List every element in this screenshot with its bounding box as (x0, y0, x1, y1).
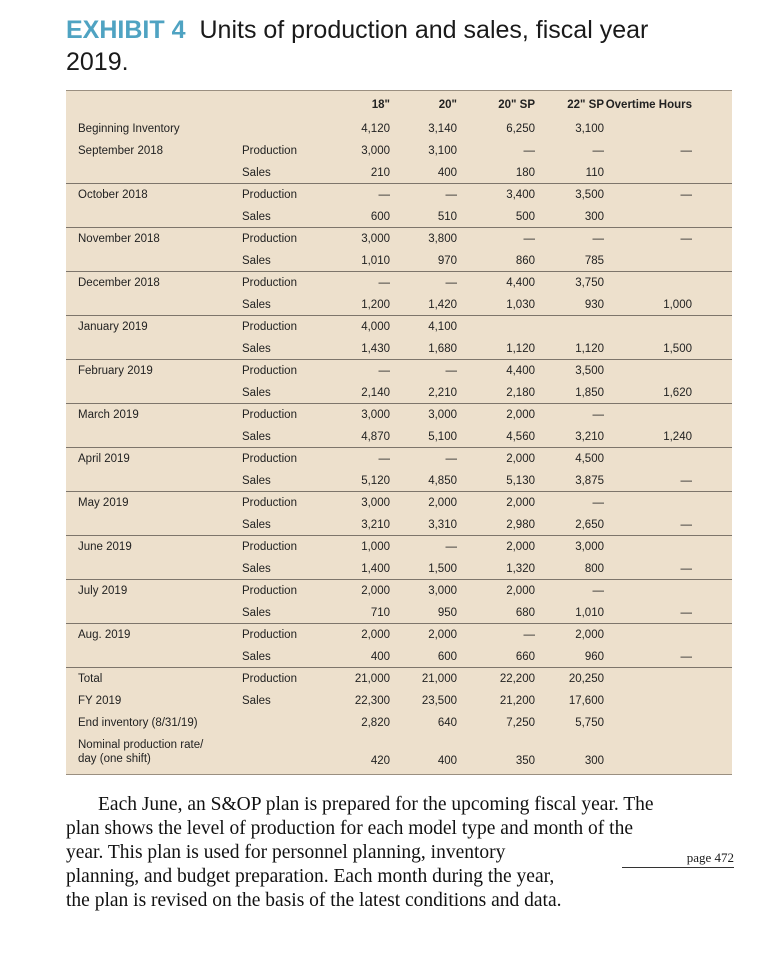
month-label: October 2018 (78, 189, 148, 201)
table-cell: 600 (370, 211, 390, 223)
paragraph-line: planning, and budget preparation. Each month during the year, (66, 866, 555, 887)
table-cell: 600 (437, 651, 457, 663)
table-cell: 3,100 (428, 145, 457, 157)
table-cell: 710 (370, 607, 390, 619)
table-cell: 1,850 (575, 387, 604, 399)
table-cell: 3,210 (575, 431, 604, 443)
month-label: February 2019 (78, 365, 153, 377)
row-label: Beginning Inventory (78, 123, 180, 135)
column-header: 22" SP (567, 99, 604, 111)
column-header: Overtime Hours (605, 99, 692, 111)
month-label: January 2019 (78, 321, 148, 333)
table-cell: 1,120 (575, 343, 604, 355)
production-label: Production (242, 365, 297, 377)
table-cell: 2,000 (575, 629, 604, 641)
table-cell: 860 (515, 255, 535, 267)
row-divider (66, 579, 732, 580)
row-divider (66, 315, 732, 316)
table-cell: 4,870 (361, 431, 390, 443)
table-cell: 2,000 (506, 409, 535, 421)
table-cell: 180 (515, 167, 535, 179)
table-cell: 3,000 (361, 497, 390, 509)
table-cell: — (680, 233, 692, 245)
table-cell: 2,000 (506, 541, 535, 553)
table-cell: 930 (584, 299, 604, 311)
production-label: Production (242, 585, 297, 597)
table-cell: 3,310 (428, 519, 457, 531)
exhibit-number: EXHIBIT 4 (66, 16, 186, 44)
table-cell: — (445, 453, 457, 465)
table-cell: 1,430 (361, 343, 390, 355)
table-cell: 1,620 (663, 387, 692, 399)
table-cell: 1,240 (663, 431, 692, 443)
table-cell: 20,250 (568, 673, 604, 685)
row-label: End inventory (8/31/19) (78, 717, 198, 729)
production-label: Production (242, 321, 297, 333)
table-cell: 22,300 (354, 695, 390, 707)
row-divider (66, 447, 732, 448)
month-label: June 2019 (78, 541, 132, 553)
table-cell: 2,000 (361, 629, 390, 641)
sales-label: Sales (242, 607, 271, 619)
table-cell: 2,650 (575, 519, 604, 531)
table-cell: 660 (515, 651, 535, 663)
table-cell: — (592, 233, 604, 245)
sales-label: Sales (242, 255, 271, 267)
table-cell: 1,000 (663, 299, 692, 311)
exhibit-caption: Units of production and sales, fiscal year (199, 16, 649, 44)
table-cell: 350 (515, 755, 535, 767)
table-cell: 3,875 (575, 475, 604, 487)
row-divider (66, 403, 732, 404)
table-cell: 7,250 (506, 717, 535, 729)
table-cell: 4,120 (361, 123, 390, 135)
table-cell: — (592, 497, 604, 509)
month-label: March 2019 (78, 409, 139, 421)
month-label: May 2019 (78, 497, 129, 509)
table-cell: 3,000 (361, 233, 390, 245)
table-cell: 4,100 (428, 321, 457, 333)
table-cell: — (680, 651, 692, 663)
table-cell: — (445, 541, 457, 553)
table-cell: 400 (437, 167, 457, 179)
table-cell: — (680, 189, 692, 201)
table-cell: 1,120 (506, 343, 535, 355)
table-cell: 1,420 (428, 299, 457, 311)
table-cell: 22,200 (499, 673, 535, 685)
production-label: Production (242, 233, 297, 245)
month-label: December 2018 (78, 277, 160, 289)
table-cell: 2,980 (506, 519, 535, 531)
table-cell: 1,000 (361, 541, 390, 553)
table-cell: 950 (437, 607, 457, 619)
row-label: Nominal production rate/ (78, 739, 204, 751)
table-cell: 4,500 (575, 453, 604, 465)
table-cell: — (378, 453, 390, 465)
table-cell: 2,000 (428, 629, 457, 641)
table-cell: 3,000 (428, 585, 457, 597)
table-cell: 2,000 (506, 585, 535, 597)
table-cell: 210 (370, 167, 390, 179)
table-cell: 1,500 (428, 563, 457, 575)
table-cell: 1,010 (575, 607, 604, 619)
table-cell: 400 (437, 755, 457, 767)
table-cell: 960 (584, 651, 604, 663)
table-cell: 300 (584, 211, 604, 223)
sales-label: Sales (242, 695, 271, 707)
table-cell: 500 (515, 211, 535, 223)
table-cell: 21,200 (499, 695, 535, 707)
sales-label: Sales (242, 387, 271, 399)
table-cell: 4,560 (506, 431, 535, 443)
production-label: Production (242, 673, 297, 685)
table-cell: — (680, 475, 692, 487)
paragraph-line: year. This plan is used for personnel planning, inventory (66, 842, 506, 863)
table-cell: 2,000 (506, 497, 535, 509)
table-cell: 5,100 (428, 431, 457, 443)
production-label: Production (242, 541, 297, 553)
table-cell: 110 (585, 167, 604, 179)
table-cell: 3,500 (575, 365, 604, 377)
row-divider (66, 183, 732, 184)
sales-label: Sales (242, 299, 271, 311)
sales-label: Sales (242, 651, 271, 663)
table-cell: — (523, 629, 535, 641)
production-label: Production (242, 629, 297, 641)
table-cell: — (523, 233, 535, 245)
table-cell: — (445, 189, 457, 201)
table-cell: 3,000 (428, 409, 457, 421)
row-label: Total (78, 673, 103, 685)
paragraph-line: Each June, an S&OP plan is prepared for the upcoming fiscal year. The (98, 794, 654, 815)
table-cell: 3,400 (506, 189, 535, 201)
table-cell: 21,000 (421, 673, 457, 685)
table-cell: 3,000 (361, 145, 390, 157)
table-cell: — (592, 585, 604, 597)
sales-label: Sales (242, 475, 271, 487)
month-label: September 2018 (78, 145, 164, 157)
column-header: 18" (371, 99, 390, 111)
table-cell: 2,140 (361, 387, 390, 399)
production-label: Production (242, 277, 297, 289)
table-cell: — (680, 519, 692, 531)
table-cell: — (378, 365, 390, 377)
month-label: Aug. 2019 (78, 629, 131, 641)
page-marker: page 472 (622, 849, 734, 868)
table-cell: — (378, 277, 390, 289)
table-cell: 970 (437, 255, 457, 267)
table-cell: 6,250 (506, 123, 535, 135)
table-cell: 300 (584, 755, 604, 767)
table-cell: — (445, 365, 457, 377)
row-divider (66, 535, 732, 536)
sales-label: Sales (242, 343, 271, 355)
month-label: July 2019 (78, 585, 128, 597)
table-cell: — (592, 409, 604, 421)
table-cell: — (680, 563, 692, 575)
table-cell: 23,500 (421, 695, 457, 707)
table-cell: 5,130 (506, 475, 535, 487)
row-divider (66, 271, 732, 272)
table-cell: 5,120 (361, 475, 390, 487)
table-cell: 420 (370, 755, 390, 767)
table-cell: 2,180 (506, 387, 535, 399)
table-cell: 1,320 (506, 563, 535, 575)
table-cell: 800 (584, 563, 604, 575)
table-cell: 2,000 (506, 453, 535, 465)
table-cell: 1,400 (361, 563, 390, 575)
table-cell: 2,000 (428, 497, 457, 509)
table-cell: 1,010 (361, 255, 390, 267)
table-cell: 2,210 (428, 387, 457, 399)
table-cell: 785 (584, 255, 604, 267)
row-divider (66, 359, 732, 360)
production-label: Production (242, 409, 297, 421)
table-cell: 5,750 (575, 717, 604, 729)
table-cell: 1,500 (663, 343, 692, 355)
row-divider (66, 623, 732, 624)
column-header: 20" SP (498, 99, 535, 111)
exhibit-caption-cont: 2019. (66, 48, 129, 76)
sales-label: Sales (242, 563, 271, 575)
table-cell: — (523, 145, 535, 157)
sales-label: Sales (242, 211, 271, 223)
production-sales-table (66, 90, 732, 775)
production-label: Production (242, 145, 297, 157)
exhibit-title (66, 14, 746, 78)
row-label: FY 2019 (78, 695, 122, 707)
sales-label: Sales (242, 431, 271, 443)
column-header: 20" (438, 99, 457, 111)
table-cell: — (592, 145, 604, 157)
row-divider (66, 227, 732, 228)
row-divider (66, 667, 732, 668)
table-cell: 2,820 (361, 717, 390, 729)
table-cell: 4,400 (506, 365, 535, 377)
table-cell: — (445, 277, 457, 289)
table-cell: 4,400 (506, 277, 535, 289)
production-label: Production (242, 497, 297, 509)
table-cell: — (680, 145, 692, 157)
production-label: Production (242, 189, 297, 201)
table-cell: 17,600 (568, 695, 604, 707)
paragraph-line: the plan is revised on the basis of the latest conditions and data. (66, 890, 562, 911)
table-cell: 2,000 (361, 585, 390, 597)
table-cell: — (680, 607, 692, 619)
table-cell: 3,000 (575, 541, 604, 553)
table-cell: 3,800 (428, 233, 457, 245)
production-label: Production (242, 453, 297, 465)
table-cell: 1,030 (506, 299, 535, 311)
row-divider (66, 491, 732, 492)
table-cell: 21,000 (354, 673, 390, 685)
table-cell: 3,000 (361, 409, 390, 421)
sales-label: Sales (242, 167, 271, 179)
table-cell: 3,210 (361, 519, 390, 531)
table-cell: 3,500 (575, 189, 604, 201)
month-label: April 2019 (78, 453, 130, 465)
month-label: November 2018 (78, 233, 160, 245)
sales-label: Sales (242, 519, 271, 531)
table-cell: 510 (437, 211, 457, 223)
table-cell: 680 (515, 607, 535, 619)
table-cell: 4,000 (361, 321, 390, 333)
table-cell: 640 (437, 717, 457, 729)
table-cell: 4,850 (428, 475, 457, 487)
table-cell: — (378, 189, 390, 201)
row-label: day (one shift) (78, 753, 151, 765)
table-cell: 3,140 (428, 123, 457, 135)
table-cell: 3,100 (575, 123, 604, 135)
table-cell: 3,750 (575, 277, 604, 289)
table-cell: 1,200 (361, 299, 390, 311)
table-cell: 400 (370, 651, 390, 663)
paragraph-line: plan shows the level of production for each model type and month of the (66, 818, 633, 839)
table-cell: 1,680 (428, 343, 457, 355)
